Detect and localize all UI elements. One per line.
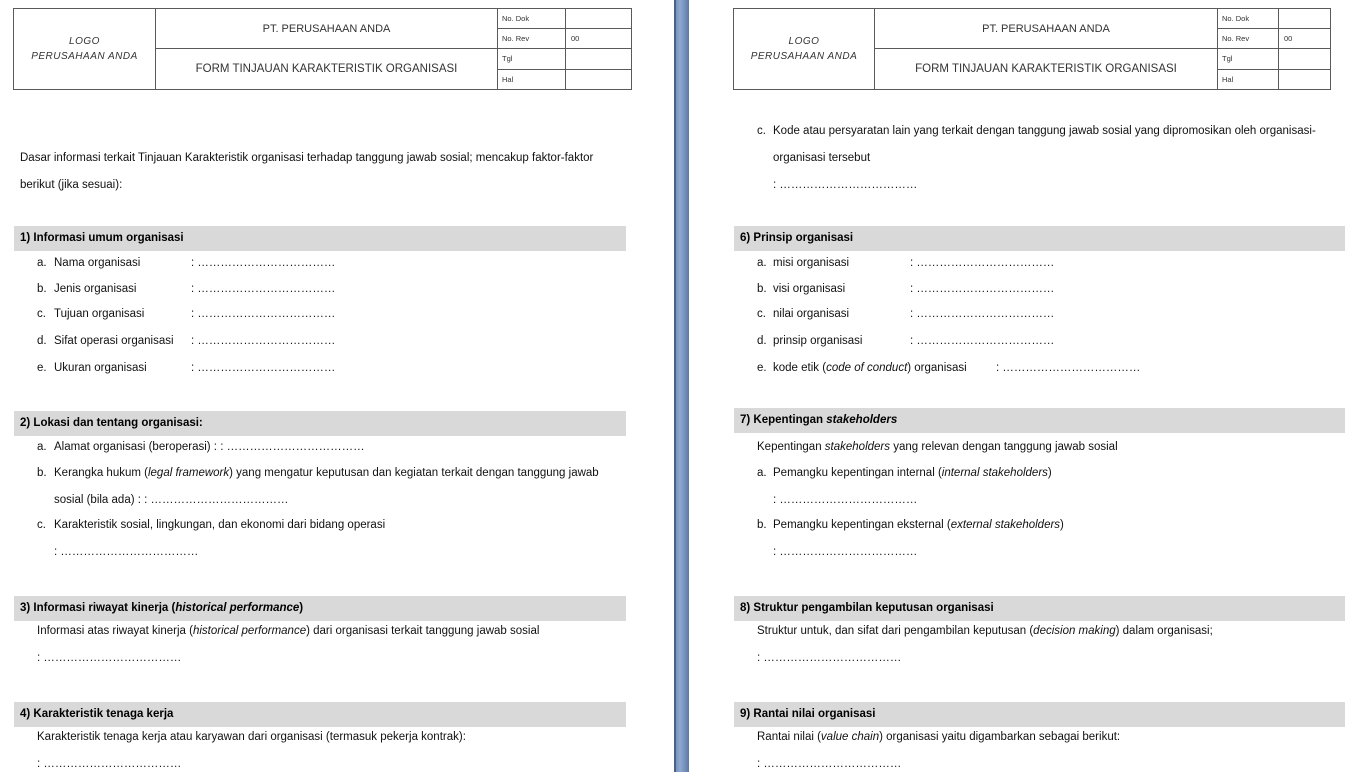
fill-in-blank: : ……………………………… [910,257,1055,269]
page-value [1279,69,1331,90]
logo-text: LOGO [788,36,820,47]
list-marker: e. [37,362,47,374]
field-label-alamat: Alamat organisasi (beroperasi) : : ……………………………… [54,441,365,453]
section-7-header [734,408,1345,433]
fill-in-blank: : ……………………………… [191,257,336,269]
date-label: Tgl [498,49,566,70]
section-7-body: Kepentingan stakeholders yang relevan dengan tanggung jawab sosial [757,441,1118,453]
date-value [1279,49,1331,70]
section-1-header [14,226,626,251]
revision-value: 00 [1279,29,1331,49]
list-marker: a. [757,467,767,479]
section-2-title: 2) Lokasi dan tentang organisasi: [20,417,203,429]
revision-value: 00 [566,29,632,49]
fill-in-blank: : ……………………………… [996,362,1141,374]
section-9-title: 9) Rantai nilai organisasi [740,708,876,720]
list-marker: b. [757,519,767,531]
list-marker: c. [757,125,766,137]
intro-text-line-1: Dasar informasi terkait Tinjauan Karakteristik organisasi terhadap tanggung jawab sosial; mencakup faktor-faktor [20,152,594,164]
continuation-text-line-1: Kode atau persyaratan lain yang terkait dengan tanggung jawab sosial yang dipromosikan oleh organisasi- [773,125,1316,137]
field-label-tujuan: Tujuan organisasi [54,308,145,320]
list-marker: a. [757,257,767,269]
date-label: Tgl [1218,49,1279,70]
logo-company-text: PERUSAHAAN ANDA [750,51,858,62]
fill-in-blank: : ……………………………… [910,283,1055,295]
revision-label: No. Rev [1218,29,1279,49]
document-page-left [0,0,674,772]
list-marker: b. [757,283,767,295]
fill-in-blank: : ……………………………… [757,652,902,664]
section-3-header [14,596,626,621]
page-gap-divider [674,0,689,772]
section-9-body: Rantai nilai (value chain) organisasi yaitu digambarkan sebagai berikut: [757,731,1121,743]
field-label-sifat: Sifat operasi organisasi [54,335,174,347]
revision-label: No. Rev [498,29,566,49]
fill-in-blank: : ……………………………… [191,362,336,374]
form-title: FORM TINJAUAN KARAKTERISTIK ORGANISASI [156,49,498,90]
field-label-karakteristik: Karakteristik sosial, lingkungan, dan ekonomi dari bidang operasi [54,519,386,531]
field-label-jenis: Jenis organisasi [54,283,137,295]
fill-in-blank: : ……………………………… [910,308,1055,320]
fill-in-blank: : ……………………………… [191,308,336,320]
fill-in-blank: : ……………………………… [773,179,918,191]
doc-number-value [566,9,632,29]
doc-number-value [1279,9,1331,29]
doc-number-label: No. Dok [1218,9,1279,29]
logo-text: LOGO [69,36,100,47]
fill-in-blank: : ……………………………… [191,335,336,347]
logo-company-text: PERUSAHAAN ANDA [31,51,138,62]
section-3-title: 3) Informasi riwayat kinerja (historical performance) [20,602,304,614]
fill-in-blank: : ……………………………… [54,546,199,558]
document-header-table [13,8,632,90]
section-4-title: 4) Karakteristik tenaga kerja [20,708,174,720]
list-marker: d. [37,335,47,347]
fill-in-blank: : ……………………………… [910,335,1055,347]
field-label-ukuran: Ukuran organisasi [54,362,147,374]
field-label-nilai: nilai organisasi [773,308,850,320]
field-label-kode-etik: kode etik (code of conduct) organisasi [773,362,967,374]
page-label: Hal [498,69,566,90]
section-2-header [14,411,626,436]
section-8-title: 8) Struktur pengambilan keputusan organisasi [740,602,994,614]
fill-in-blank: : ……………………………… [37,652,182,664]
intro-text-line-2: berikut (jika sesuai): [20,179,123,191]
list-marker: c. [757,308,766,320]
section-8-body: Struktur untuk, dan sifat dari pengambilan keputusan (decision making) dalam organisasi; [757,625,1213,637]
field-label-nama: Nama organisasi [54,257,141,269]
company-name: PT. PERUSAHAAN ANDA [156,9,498,49]
section-6-title: 6) Prinsip organisasi [740,232,854,244]
list-marker: c. [37,308,46,320]
fill-in-blank: : ……………………………… [37,758,182,770]
list-marker: c. [37,519,46,531]
company-name: PT. PERUSAHAAN ANDA [875,9,1218,49]
section-9-header [734,702,1345,727]
field-label-visi: visi organisasi [773,283,846,295]
list-marker: a. [37,441,47,453]
fill-in-blank: : ……………………………… [773,494,918,506]
field-label-misi: misi organisasi [773,257,850,269]
list-marker: d. [757,335,767,347]
section-8-header [734,596,1345,621]
field-label-kerangka-hukum: Kerangka hukum (legal framework) yang mengatur keputusan dan kegiatan terkait dengan tanggung jawab [54,467,599,479]
fill-in-blank: : ……………………………… [191,283,336,295]
page-value [566,69,632,90]
list-marker: b. [37,283,47,295]
list-marker: e. [757,362,767,374]
document-header-table [733,8,1331,90]
field-label-prinsip: prinsip organisasi [773,335,863,347]
page-label: Hal [1218,69,1279,90]
company-logo [14,9,156,90]
section-1-title: 1) Informasi umum organisasi [20,232,184,244]
continuation-text-line-2: organisasi tersebut [773,152,871,164]
section-7-title: 7) Kepentingan stakeholders [740,414,898,426]
list-marker: a. [37,257,47,269]
field-label-kerangka-hukum-cont: sosial (bila ada) : : ……………………………… [54,494,289,506]
section-3-body: Informasi atas riwayat kinerja (historical performance) dari organisasi terkait tanggung jawab sosial [37,625,540,637]
document-page-right [689,0,1365,772]
form-title: FORM TINJAUAN KARAKTERISTIK ORGANISASI [875,49,1218,90]
section-4-body: Karakteristik tenaga kerja atau karyawan dari organisasi (termasuk pekerja kontrak): [37,731,466,743]
section-6-header [734,226,1345,251]
field-label-external-stakeholders: Pemangku kepentingan eksternal (external stakeholders) [773,519,1064,531]
date-value [566,49,632,70]
fill-in-blank: : ……………………………… [773,546,918,558]
fill-in-blank: : ……………………………… [757,758,902,770]
field-label-internal-stakeholders: Pemangku kepentingan internal (internal stakeholders) [773,467,1052,479]
page-gap-edge [674,0,676,772]
section-4-header [14,702,626,727]
list-marker: b. [37,467,47,479]
company-logo [734,9,875,90]
doc-number-label: No. Dok [498,9,566,29]
